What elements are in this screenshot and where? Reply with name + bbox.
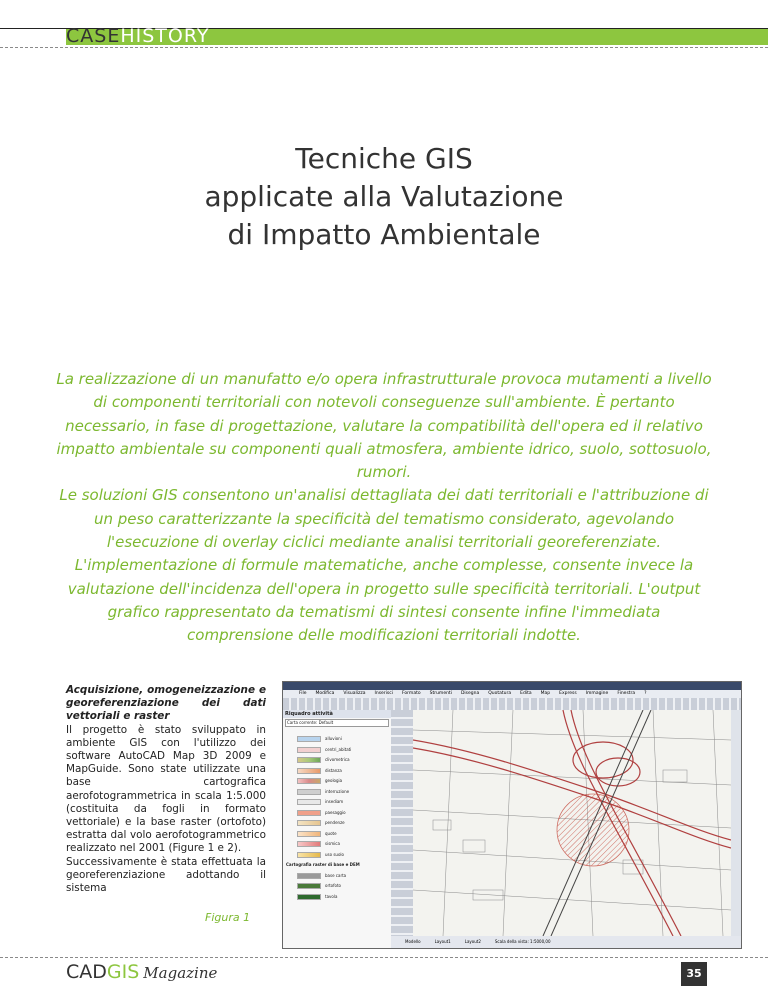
intro-paragraph-1: La realizzazione di un manufatto e/o opera infrastrutturale provoca mutamenti a livello di componenti territoriali con notevoli conseguenze sull'ambiente. È pertanto necessario, in fase di progettazione, valutare la compatibilità dell'opera ed il relativo impatto ambientale su componenti quali atmosfera, ambiente idrico, suolo, sottosuolo, rumori.	[56, 370, 712, 482]
intro-abstract	[56, 368, 712, 648]
menu-item: Inserisci	[374, 691, 393, 696]
menu-item: ?	[644, 691, 647, 696]
figure-screenshot	[282, 681, 742, 949]
logo-gis: GIS	[106, 961, 140, 983]
layer-item: alluvioni	[283, 734, 391, 745]
menu-item: Modifica	[315, 691, 335, 696]
layer-item: sismica	[283, 839, 391, 850]
layer-item: clivometrica	[283, 755, 391, 766]
title-line-2: applicate alla Valutazione	[204, 180, 564, 213]
layer-item: ortofoto	[283, 881, 391, 892]
vertical-toolbar	[391, 710, 413, 948]
menu-item: Strumenti	[429, 691, 452, 696]
section-label	[66, 26, 209, 46]
menu-item: File	[299, 691, 307, 696]
menu-item: Edita	[520, 691, 532, 696]
layer-item: pendenze	[283, 818, 391, 829]
menu-item: Formato	[401, 691, 421, 696]
app-toolbar	[283, 698, 741, 710]
map-scrollbar	[731, 710, 741, 936]
body-subheading: Acquisizione, omogeneizzazione e georeferenziazione dei dati vettoriali e raster	[66, 684, 266, 723]
logo-cad: CAD	[66, 961, 107, 983]
body-column	[66, 684, 266, 895]
body-paragraph-2: Successivamente è stata effettuata la georeferenziazione adottando il sistema	[66, 855, 266, 895]
app-menu-bar	[283, 690, 741, 698]
section-label-history: HISTORY	[120, 25, 210, 47]
status-item: Modello	[405, 939, 421, 944]
status-item: Scala della vista: 1:5000,00	[494, 939, 551, 944]
logo-magazine: Magazine	[143, 964, 218, 982]
layer-group: Cartografia raster di base e DEM	[286, 862, 360, 867]
menu-item: Finestra	[617, 691, 636, 696]
menu-item: Express	[559, 691, 577, 696]
map-drawing	[413, 710, 731, 936]
layer-item: distanza	[283, 766, 391, 777]
map-canvas	[413, 710, 731, 936]
layer-item: quote	[283, 829, 391, 840]
menu-item: Map	[540, 691, 551, 696]
menu-item: Visualizza	[343, 691, 366, 696]
article-title	[84, 140, 684, 254]
top-dashed-divider	[0, 47, 768, 48]
body-paragraph-1: Il progetto è stato sviluppato in ambiente GIS con l'utilizzo dei software AutoCAD Map 3D 2009 e MapGuide. Sono state utilizzate una base cartografica aerofotogrammetrica in scala 1:5.000 (costituita da fogli in formato vettoriale) e la base raster (ortofoto) estratta dal volo aerofotogrammetrico realizzato nel 2001 (Figure 1 e 2).	[66, 723, 266, 855]
bottom-dashed-divider	[0, 957, 768, 958]
app-title-bar	[283, 682, 741, 690]
layer-item: insediam	[283, 797, 391, 808]
layer-item: base carta	[283, 871, 391, 882]
layer-item: centri_abitati	[283, 745, 391, 756]
page-number: 35	[681, 962, 707, 986]
menu-item: Immagine	[585, 691, 609, 696]
figure-caption: Figura 1	[205, 911, 251, 924]
layer-item: uso suolo	[283, 850, 391, 861]
layer-panel	[283, 710, 392, 948]
menu-item: Quotatura	[488, 691, 512, 696]
title-line-1: Tecniche GIS	[295, 142, 473, 175]
layer-item: interruzione	[283, 787, 391, 798]
magazine-logo	[66, 960, 217, 985]
layer-item: tavola	[283, 892, 391, 903]
title-line-3: di Impatto Ambientale	[227, 218, 541, 251]
app-status-bar	[391, 936, 741, 948]
panel-map-select: Carta corrente: Default	[285, 719, 389, 727]
section-label-case: CASE	[66, 25, 121, 47]
panel-title: Riquadro attività	[283, 710, 391, 718]
menu-item: Disegna	[460, 691, 480, 696]
status-item: Layout2	[464, 939, 481, 944]
layer-item: paesaggio	[283, 808, 391, 819]
status-item: Layout1	[434, 939, 451, 944]
intro-paragraph-2: Le soluzioni GIS consentono un'analisi dettagliata dei dati territoriali e l'attribuzione di un peso caratterizzante la specificità del tematismo considerato, agevolando l'esecuzione di overlay ciclici mediante analisi territoriali georeferenziate. L'implementazione di formule matematiche, anche complesse, consente invece la valutazione dell'incidenza dell'opera in progetto sulle specificità territoriali. L'output grafico rappresentato da tematismi di sintesi consente infine l'immediata comprensione delle modificazioni territoriali indotte.	[59, 486, 709, 645]
layer-item: geologia	[283, 776, 391, 787]
